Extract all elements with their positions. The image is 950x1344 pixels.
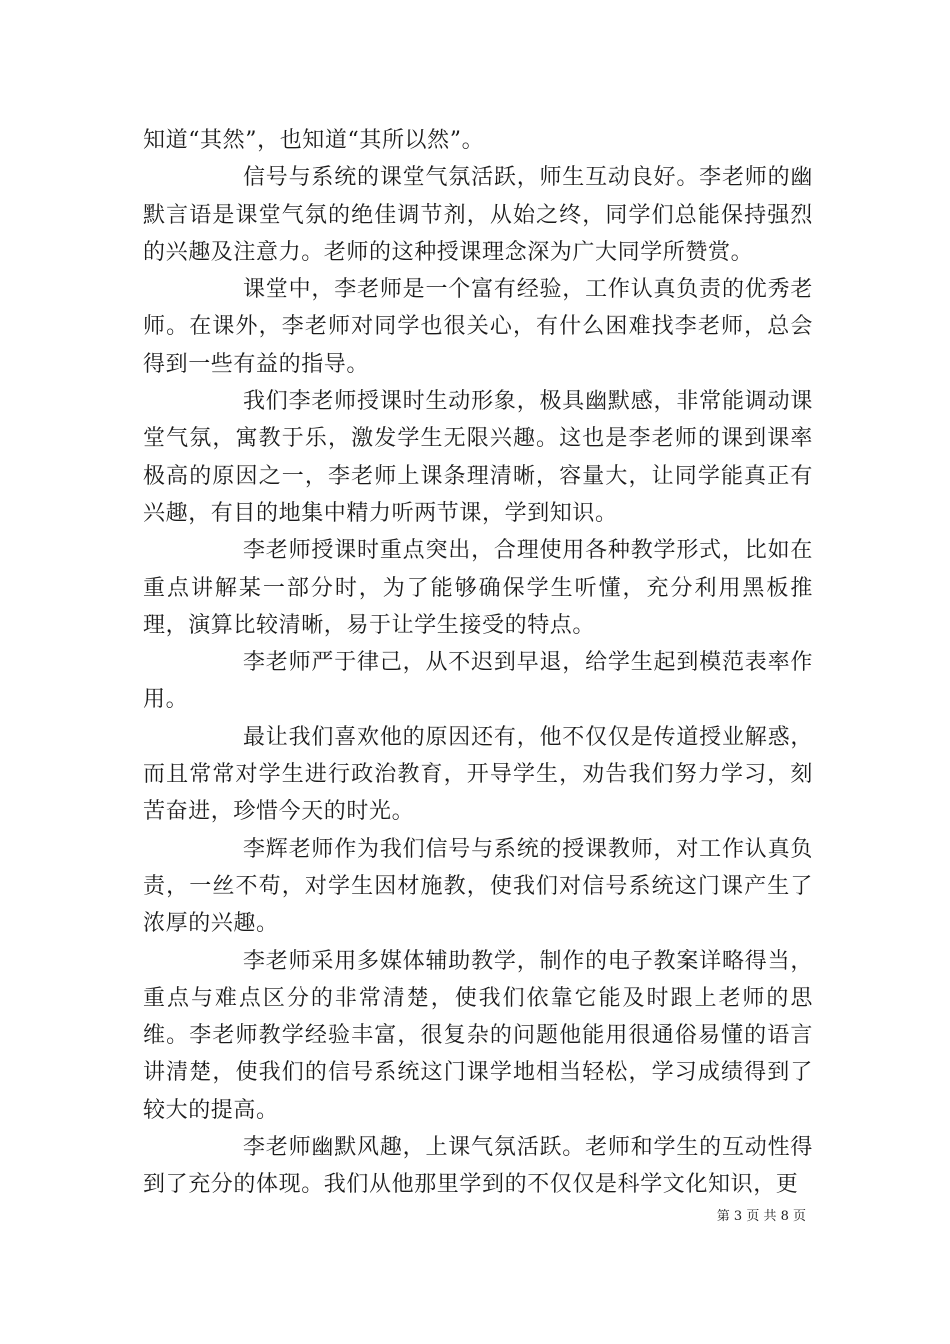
paragraph: 课堂中，李老师是一个富有经验，工作认真负责的优秀老师。在课外，李老师对同学也很关心，有什么困难找李老师，总会得到一些有益的指导。: [143, 277, 813, 377]
paragraph: 李老师授课时重点突出，合理使用各种教学形式，比如在重点讲解某一部分时，为了能够确保学生听懂，充分利用黑板推理，演算比较清晰，易于让学生接受的特点。: [143, 538, 813, 638]
paragraph: 最让我们喜欢他的原因还有，他不仅仅是传道授业解惑，而且常常对学生进行政治教育，开导学生，劝告我们努力学习，刻苦奋进，珍惜今天的时光。: [143, 724, 813, 825]
page-number-footer: 第 3 页 共 8 页: [716, 1209, 806, 1224]
paragraph: 我们李老师授课时生动形象，极具幽默感，非常能调动课堂气氛，寓教于乐，激发学生无限兴趣。这也是李老师的课到课率极高的原因之一，李老师上课条理清晰，容量大，让同学能真正有兴趣，有目的地集中精力听两节课，学到知识。: [143, 389, 813, 526]
document-body: [143, 122, 813, 1204]
paragraph: 李老师采用多媒体辅助教学，制作的电子教案详略得当，重点与难点区分的非常清楚，使我们依靠它能及时跟上老师的思维。李老师教学经验丰富，很复杂的问题他能用很通俗易懂的语言讲清楚，使我们的信号系统这门课学地相当轻松，学习成绩得到了较大的提高。: [143, 948, 813, 1123]
paragraph: 李老师幽默风趣，上课气氛活跃。老师和学生的互动性得到了充分的体现。我们从他那里学到的不仅仅是科学文化知识，更: [143, 1135, 813, 1198]
paragraph: 信号与系统的课堂气氛活跃，师生互动良好。李老师的幽默言语是课堂气氛的绝佳调节剂，从始之终，同学们总能保持强烈的兴趣及注意力。老师的这种授课理念深为广大同学所赞赏。: [143, 165, 813, 265]
paragraph-continuation: 知道“其然”，也知道“其所以然”。: [143, 128, 485, 153]
paragraph: 李辉老师作为我们信号与系统的授课教师，对工作认真负责，一丝不苟，对学生因材施教，使我们对信号系统这门课产生了浓厚的兴趣。: [143, 836, 813, 937]
paragraph: 李老师严于律己，从不迟到早退，给学生起到模范表率作用。: [143, 650, 813, 713]
